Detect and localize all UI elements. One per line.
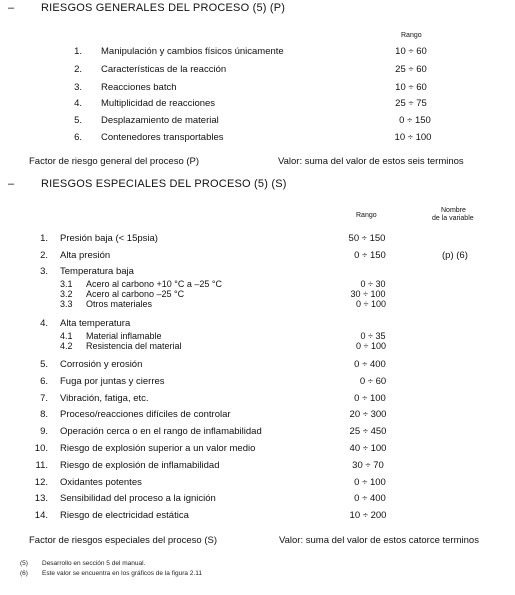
general-range-header: Rango xyxy=(401,32,422,39)
subitem-label: Material inflamable xyxy=(86,331,162,341)
item-number: 6. xyxy=(74,132,82,143)
item-variable-name: (p) (6) xyxy=(442,250,468,261)
item-range: 0 ÷ 400 xyxy=(354,359,386,370)
item-label: Reacciones batch xyxy=(101,82,177,93)
item-number: 14. xyxy=(34,510,48,521)
item-range: 0 ÷ 100 xyxy=(354,477,386,488)
special-range-header: Rango xyxy=(356,212,377,219)
item-label: Contenedores transportables xyxy=(101,132,224,143)
subitem-label: Otros materiales xyxy=(86,299,153,309)
item-range: 10 ÷ 100 xyxy=(394,132,432,143)
item-number: 13. xyxy=(34,493,48,504)
special-factor-label: Factor de riesgos especiales del proceso (S) xyxy=(29,535,217,546)
item-label: Riesgo de explosión de inflamabilidad xyxy=(60,460,220,471)
special-dash: – xyxy=(8,178,15,190)
item-number: 8. xyxy=(40,409,48,420)
item-number: 1. xyxy=(40,233,48,244)
item-number: 5. xyxy=(74,115,82,126)
item-label: Manipulación y cambios físicos únicamente xyxy=(101,46,284,57)
subitem-range: 0 ÷ 30 xyxy=(360,279,386,289)
item-range: 10 ÷ 200 xyxy=(349,510,387,521)
subitem-label: Acero al carbono –25 °C xyxy=(86,289,185,299)
item-range: 0 ÷ 150 xyxy=(354,250,386,261)
item-label: Alta presión xyxy=(60,250,111,261)
item-number: 4. xyxy=(74,98,82,109)
item-range: 0 ÷ 60 xyxy=(359,376,387,387)
item-number: 3. xyxy=(74,82,82,93)
item-number: 1. xyxy=(74,46,82,57)
varname-header-line2: de la variable xyxy=(432,215,474,222)
item-range: 0 ÷ 100 xyxy=(354,393,386,404)
subitem-number: 4.1 xyxy=(60,331,73,341)
item-number: 11. xyxy=(35,460,48,471)
item-label: Características de la reacción xyxy=(101,64,227,75)
item-number: 9. xyxy=(40,426,48,437)
item-number: 3. xyxy=(40,266,48,277)
item-range: 40 ÷ 100 xyxy=(349,443,387,454)
item-number: 4. xyxy=(40,318,48,329)
item-label: Riesgo de explosión superior a un valor medio xyxy=(60,443,256,454)
varname-header-line1: Nombre xyxy=(441,207,466,214)
item-range: 50 ÷ 150 xyxy=(348,233,386,244)
footnote-text: Desarrollo en sección 5 del manual. xyxy=(42,560,146,567)
item-range: 10 ÷ 60 xyxy=(395,82,427,93)
item-range: 0 ÷ 150 xyxy=(399,115,431,126)
subitem-range: 0 ÷ 35 xyxy=(360,331,386,341)
item-number: 6. xyxy=(40,376,48,387)
item-label: Fuga por juntas y cierres xyxy=(60,376,165,387)
item-label: Alta temperatura xyxy=(60,318,131,329)
footnote-mark: (5) xyxy=(20,560,28,567)
item-label: Vibración, fatiga, etc. xyxy=(60,393,149,404)
item-label: Desplazamiento de material xyxy=(101,115,219,126)
general-section-title: RIESGOS GENERALES DEL PROCESO (5) (P) xyxy=(41,2,286,14)
item-number: 5. xyxy=(40,359,48,370)
subitem-number: 3.3 xyxy=(60,299,73,309)
item-label: Operación cerca o en el rango de inflamabilidad xyxy=(60,426,262,437)
subitem-range: 30 ÷ 100 xyxy=(350,289,386,299)
item-label: Proceso/reacciones difíciles de controlar xyxy=(60,409,231,420)
special-section-title: RIESGOS ESPECIALES DEL PROCESO (5) (S) xyxy=(41,178,287,190)
item-label: Temperatura baja xyxy=(60,266,134,277)
item-label: Oxidantes potentes xyxy=(60,477,142,488)
item-range: 10 ÷ 60 xyxy=(395,46,427,57)
item-range: 20 ÷ 300 xyxy=(349,409,387,420)
item-label: Riesgo de electricidad estática xyxy=(60,510,189,521)
general-factor-value: Valor: suma del valor de estos seis terminos xyxy=(278,156,464,167)
item-range: 25 ÷ 75 xyxy=(395,98,427,109)
subitem-number: 4.2 xyxy=(60,341,73,351)
subitem-label: Resistencia del material xyxy=(86,341,182,351)
item-label: Multiplicidad de reacciones xyxy=(101,98,216,109)
item-range: 25 ÷ 60 xyxy=(395,64,427,75)
footnote-mark: (6) xyxy=(20,570,28,577)
item-number: 2. xyxy=(40,250,48,261)
item-label: Corrosión y erosión xyxy=(60,359,143,370)
item-range: 25 ÷ 450 xyxy=(349,426,387,437)
special-factor-value: Valor: suma del valor de estos catorce terminos xyxy=(279,535,479,546)
footnote-text: Este valor se encuentra en los gráficos de la figura 2.11 xyxy=(42,570,202,577)
item-number: 10. xyxy=(34,443,48,454)
subitem-label: Acero al carbono +10 °C a –25 °C xyxy=(86,279,223,289)
item-number: 12. xyxy=(34,477,48,488)
item-number: 7. xyxy=(40,393,48,404)
subitem-range: 0 ÷ 100 xyxy=(356,341,386,351)
item-number: 2. xyxy=(74,64,82,75)
general-factor-label: Factor de riesgo general del proceso (P) xyxy=(29,156,200,167)
item-label: Presión baja (< 15psia) xyxy=(60,233,158,244)
subitem-number: 3.2 xyxy=(60,289,73,299)
subitem-number: 3.1 xyxy=(60,279,73,289)
item-range: 0 ÷ 400 xyxy=(354,493,386,504)
item-range: 30 ÷ 70 xyxy=(352,460,384,471)
general-dash: – xyxy=(8,2,15,14)
item-label: Sensibilidad del proceso a la ignición xyxy=(60,493,216,504)
subitem-range: 0 ÷ 100 xyxy=(356,299,386,309)
